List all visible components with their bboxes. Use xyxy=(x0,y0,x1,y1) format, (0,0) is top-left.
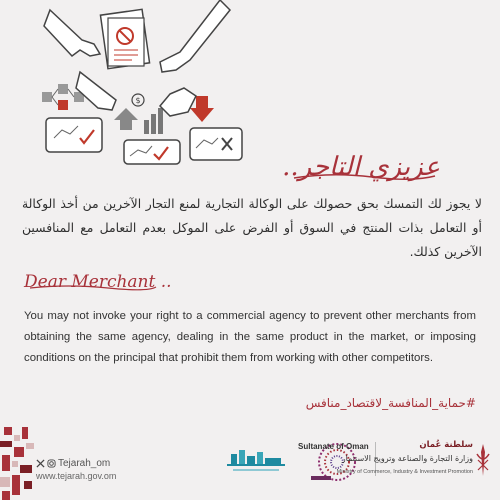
ministry-name-ar: وزارة التجارة والصناعة وترويج الاستثمار xyxy=(341,454,473,463)
up-arrow-icon xyxy=(114,108,138,130)
chat-bubble-cross-right xyxy=(190,128,242,160)
hands-negotiation-illustration xyxy=(20,0,260,165)
hand-mid-right xyxy=(160,88,196,116)
document-icon xyxy=(100,9,149,68)
arm-top-left xyxy=(44,10,100,56)
website-url[interactable]: www.tejarah.gov.om xyxy=(36,471,117,481)
social-handle-row[interactable] xyxy=(36,458,116,469)
social-handle: Tejarah_om xyxy=(58,458,111,469)
footer-logos xyxy=(225,430,500,490)
ministry-country-ar: سلطنة عُمان xyxy=(419,440,473,450)
chat-bubble-check-left xyxy=(46,118,102,152)
dollar-icon xyxy=(132,94,144,106)
bar-chart-icon xyxy=(144,108,163,134)
instagram-icon xyxy=(47,459,56,468)
arabic-body-text: لا يجوز لك التمسك بحق حصولك على الوكالة التجارية لمنع التجار الآخرين من أخذ الوكالة أو التعامل بذات المنتج في السوق أو الفرض على الموكل بعدم التعامل مع المنافسين الآخرين كذلك. xyxy=(22,196,482,259)
oman-emblem-icon xyxy=(475,442,491,482)
ministry-country-en: Sultanate of Oman xyxy=(298,442,369,451)
arabic-heading-underline xyxy=(292,170,437,184)
arabic-heading: عزيزي التاجر.. xyxy=(282,152,440,182)
english-body-text: You may not invoke your right to a commercial agency to prevent other merchants from obtaining the same agency, dealing in the same product in the market, or imposing conditions on the principal that prohibit them from working with other competitors. xyxy=(24,310,476,364)
tejarah-logo xyxy=(225,444,287,478)
hand-mid-left xyxy=(76,72,116,110)
hashtag-link[interactable]: #حماية_المنافسة_لاقتصاد_منافس xyxy=(305,396,476,410)
svg-text:$: $ xyxy=(135,96,141,105)
decorative-pattern xyxy=(0,425,36,500)
english-heading-underline xyxy=(28,282,158,292)
social-links xyxy=(36,458,116,481)
arm-top-right xyxy=(160,0,230,72)
ministry-name-en: Ministry of Commerce, Industry & Investment Promotion xyxy=(336,469,473,475)
chat-bubble-check-center xyxy=(124,140,180,164)
x-twitter-icon xyxy=(36,459,45,468)
english-heading: Dear Merchant .. xyxy=(24,272,172,292)
